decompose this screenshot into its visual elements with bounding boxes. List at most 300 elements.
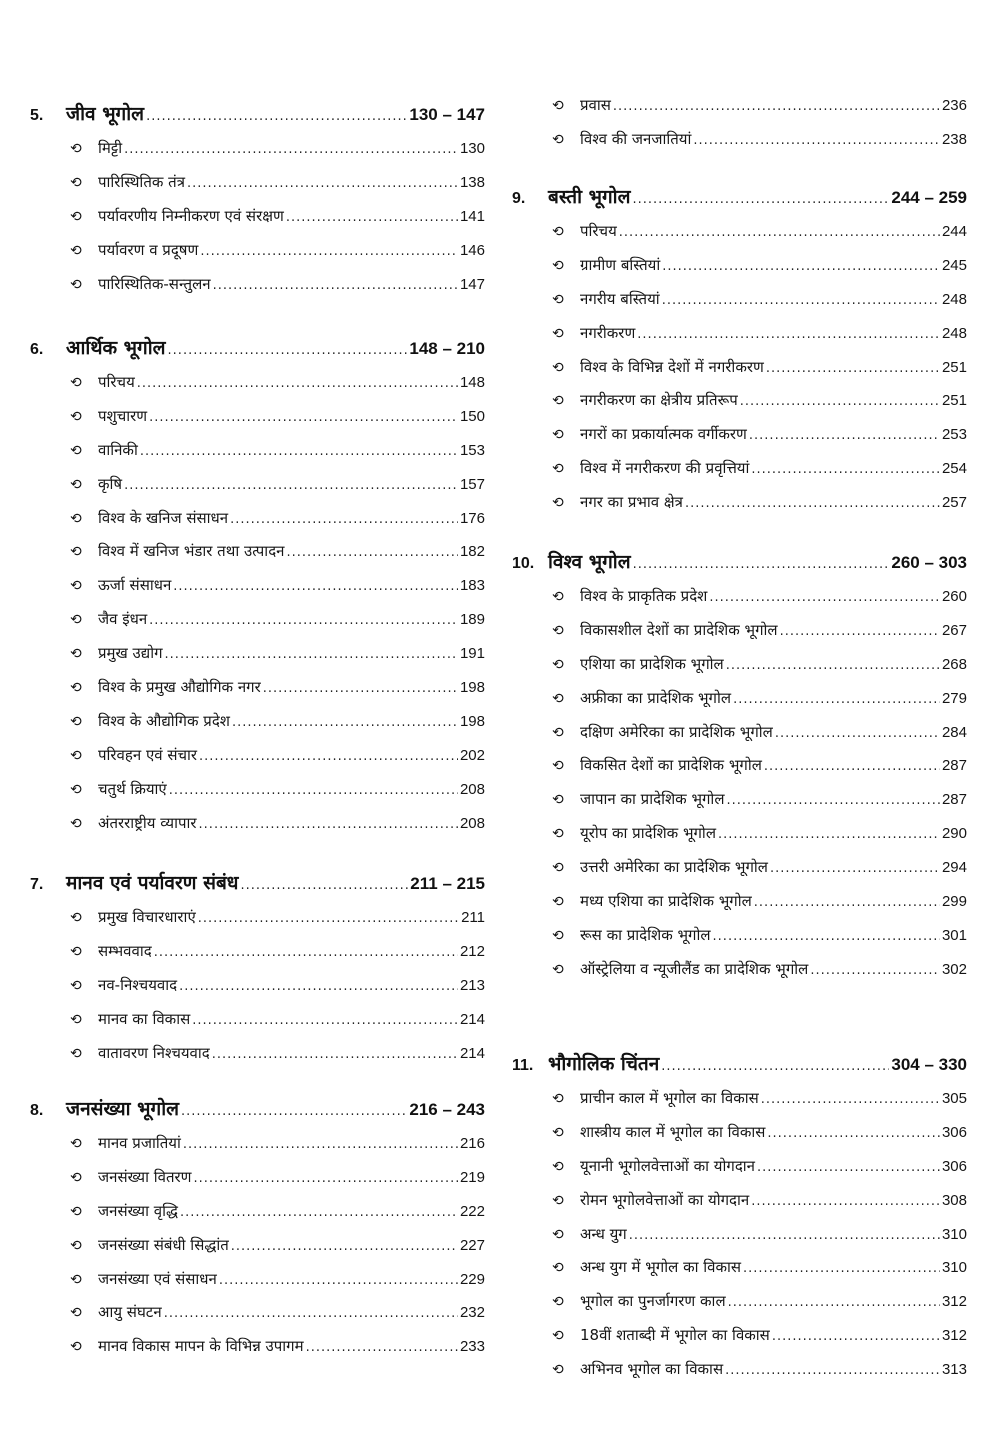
circular-arrow-bullet-icon: ⟲ — [70, 174, 82, 191]
toc-entry[interactable] — [30, 609, 485, 643]
circular-arrow-bullet-icon: ⟲ — [552, 792, 564, 809]
entry-page-number: 306 — [941, 1157, 967, 1175]
circular-arrow-bullet-icon: ⟲ — [552, 257, 564, 274]
entry-page-number: 267 — [941, 621, 967, 639]
entry-title: जापान का प्रादेशिक भूगोल — [580, 790, 725, 809]
toc-entry[interactable] — [30, 745, 485, 779]
dot-leader — [124, 142, 458, 157]
entry-page-number: 183 — [459, 577, 485, 595]
entry-page-number: 305 — [941, 1090, 967, 1107]
entry-page-number: 254 — [941, 460, 967, 478]
entry-title: नगर का प्रभाव क्षेत्र — [580, 493, 683, 512]
toc-entry[interactable] — [30, 1167, 485, 1201]
chapter-heading[interactable] — [30, 334, 485, 372]
toc-entry[interactable] — [30, 1009, 485, 1043]
chapter-page-range: 304 – 330 — [891, 1055, 967, 1074]
dot-leader — [263, 681, 458, 696]
circular-arrow-bullet-icon: ⟲ — [552, 758, 564, 775]
entry-page-number: 248 — [941, 324, 967, 342]
circular-arrow-bullet-icon: ⟲ — [552, 826, 564, 843]
toc-entry[interactable] — [30, 138, 485, 172]
entry-page-number: 147 — [459, 275, 485, 293]
entry-title: जनसंख्या एवं संसाधन — [98, 1269, 217, 1288]
toc-entry[interactable] — [512, 390, 967, 424]
entry-title: अंतरराष्ट्रीय व्यापार — [98, 813, 197, 832]
dot-leader — [726, 658, 940, 673]
entry-page-number: 153 — [459, 441, 485, 459]
dot-leader — [662, 259, 940, 274]
dot-leader — [232, 715, 458, 730]
dot-leader — [629, 1228, 940, 1243]
dot-leader — [637, 327, 940, 342]
entry-page-number: 302 — [941, 960, 967, 978]
circular-arrow-bullet-icon: ⟲ — [70, 1271, 82, 1288]
toc-entry[interactable] — [30, 206, 485, 240]
entry-title: पर्यावरण व प्रदूषण — [98, 240, 199, 259]
toc-entry[interactable] — [512, 1156, 967, 1190]
toc-entry[interactable] — [512, 357, 967, 391]
entry-page-number: 279 — [941, 689, 967, 707]
chapter-title: बस्ती भूगोल — [548, 186, 631, 208]
chapter-title: विश्व भूगोल — [548, 551, 631, 573]
circular-arrow-bullet-icon: ⟲ — [70, 747, 82, 764]
chapter-number: 7. — [30, 876, 44, 893]
entry-page-number: 211 — [461, 909, 485, 926]
entry-title: जनसंख्या संबंधी सिद्धांत — [98, 1235, 229, 1254]
toc-entry[interactable] — [30, 813, 485, 847]
dot-leader — [619, 225, 940, 240]
dot-leader — [149, 410, 458, 425]
dot-leader — [193, 1171, 457, 1186]
entry-page-number: 198 — [459, 679, 485, 697]
circular-arrow-bullet-icon: ⟲ — [70, 1203, 82, 1220]
dot-leader — [751, 462, 940, 477]
dot-leader — [662, 293, 940, 308]
circular-arrow-bullet-icon: ⟲ — [552, 291, 564, 308]
toc-entry[interactable] — [30, 907, 485, 941]
entry-page-number: 251 — [941, 358, 967, 376]
dot-leader — [199, 749, 458, 764]
dot-leader — [183, 1137, 458, 1152]
chapter-heading[interactable] — [30, 869, 485, 907]
dot-leader — [164, 1306, 458, 1321]
entry-page-number: 176 — [459, 509, 485, 527]
circular-arrow-bullet-icon: ⟲ — [70, 680, 82, 697]
toc-entry[interactable] — [30, 372, 485, 406]
toc-entry[interactable] — [512, 1257, 967, 1291]
toc-entry[interactable] — [512, 1190, 967, 1224]
dot-leader — [810, 963, 940, 978]
dot-leader — [212, 1047, 458, 1062]
entry-page-number: 157 — [459, 475, 485, 493]
circular-arrow-bullet-icon: ⟲ — [552, 690, 564, 707]
entry-title: पारिस्थितिक-सन्तुलन — [98, 274, 211, 293]
entry-page-number: 268 — [941, 655, 967, 673]
entry-page-number: 287 — [941, 757, 967, 775]
toc-entry[interactable] — [30, 541, 485, 575]
toc-entry[interactable] — [512, 857, 967, 891]
dot-leader — [137, 376, 458, 391]
entry-title: दक्षिण अमेरिका का प्रादेशिक भूगोल — [580, 722, 773, 741]
dot-leader — [179, 979, 458, 994]
circular-arrow-bullet-icon: ⟲ — [70, 276, 82, 293]
entry-title: प्राचीन काल में भूगोल का विकास — [580, 1089, 759, 1107]
circular-arrow-bullet-icon: ⟲ — [70, 242, 82, 259]
entry-title: प्रमुख विचारधाराएं — [98, 908, 196, 926]
entry-page-number: 208 — [459, 780, 485, 798]
dot-leader — [633, 557, 890, 572]
entry-page-number: 150 — [459, 407, 485, 425]
toc-entry[interactable] — [30, 406, 485, 440]
entry-page-number: 189 — [459, 611, 485, 629]
entry-page-number: 198 — [459, 712, 485, 730]
chapter-block — [512, 95, 967, 163]
toc-entry[interactable] — [512, 789, 967, 823]
chapter-block — [512, 183, 967, 526]
dot-leader — [709, 590, 940, 605]
circular-arrow-bullet-icon: ⟲ — [70, 141, 82, 157]
entry-title: मानव का विकास — [98, 1009, 191, 1028]
entry-page-number: 233 — [459, 1338, 485, 1356]
dot-leader — [751, 1194, 940, 1209]
circular-arrow-bullet-icon: ⟲ — [552, 724, 564, 741]
circular-arrow-bullet-icon: ⟲ — [552, 894, 564, 911]
toc-entry[interactable] — [512, 1359, 967, 1393]
circular-arrow-bullet-icon: ⟲ — [70, 544, 82, 561]
circular-arrow-bullet-icon: ⟲ — [70, 1305, 82, 1322]
entry-title: ऑस्ट्रेलिया व न्यूजीलैंड का प्रादेशिक भूगोल — [580, 959, 809, 978]
dot-leader — [200, 244, 458, 259]
chapter-page-range: 211 – 215 — [410, 874, 485, 893]
entry-page-number: 257 — [941, 494, 967, 512]
circular-arrow-bullet-icon: ⟲ — [70, 815, 82, 832]
entry-page-number: 222 — [459, 1202, 485, 1220]
toc-entry[interactable] — [30, 1201, 485, 1235]
circular-arrow-bullet-icon: ⟲ — [552, 1091, 564, 1107]
toc-entry[interactable] — [30, 1269, 485, 1303]
dot-leader — [718, 827, 940, 842]
chapter-page-range: 216 – 243 — [409, 1100, 485, 1119]
toc-entry[interactable] — [30, 1235, 485, 1269]
dot-leader — [767, 1126, 940, 1141]
toc-entry[interactable] — [30, 240, 485, 274]
circular-arrow-bullet-icon: ⟲ — [70, 977, 82, 994]
entry-title: विश्व के प्राकृतिक प्रदेश — [580, 587, 708, 605]
toc-entry[interactable] — [512, 289, 967, 323]
circular-arrow-bullet-icon: ⟲ — [70, 442, 82, 459]
toc-entry[interactable] — [512, 1122, 967, 1156]
circular-arrow-bullet-icon: ⟲ — [70, 375, 82, 391]
toc-entry[interactable] — [512, 424, 967, 458]
entry-title: यूनानी भूगोलवेत्ताओं का योगदान — [580, 1156, 756, 1175]
toc-entry[interactable] — [512, 688, 967, 722]
toc-entry[interactable] — [512, 1224, 967, 1258]
circular-arrow-bullet-icon: ⟲ — [552, 656, 564, 673]
toc-entry[interactable] — [512, 586, 967, 620]
toc-entry[interactable] — [512, 654, 967, 688]
entry-title: 18वीं शताब्दी में भूगोल का विकास — [580, 1326, 770, 1345]
dot-leader — [613, 99, 940, 114]
dot-leader — [154, 945, 458, 960]
circular-arrow-bullet-icon: ⟲ — [70, 943, 82, 960]
entry-title: सम्भववाद — [98, 941, 152, 960]
toc-entry[interactable] — [30, 575, 485, 609]
chapter-title: आर्थिक भूगोल — [66, 337, 166, 359]
toc-entry[interactable] — [30, 508, 485, 542]
entry-title: आयु संघटन — [98, 1303, 162, 1322]
toc-entry[interactable] — [512, 1325, 967, 1359]
toc-entry[interactable] — [30, 1336, 485, 1370]
chapter-number: 5. — [30, 107, 44, 124]
entry-title: अफ्रीका का प्रादेशिक भूगोल — [580, 688, 732, 707]
entry-title: उत्तरी अमेरिका का प्रादेशिक भूगोल — [580, 858, 768, 877]
circular-arrow-bullet-icon: ⟲ — [70, 1045, 82, 1062]
circular-arrow-bullet-icon: ⟲ — [552, 1328, 564, 1345]
circular-arrow-bullet-icon: ⟲ — [552, 927, 564, 944]
circular-arrow-bullet-icon: ⟲ — [552, 461, 564, 478]
toc-entry[interactable] — [30, 677, 485, 711]
entry-title: ग्रामीण बस्तियां — [580, 255, 661, 274]
entry-page-number: 260 — [941, 588, 967, 605]
chapter-block — [512, 548, 967, 993]
dot-leader — [661, 1059, 889, 1074]
circular-arrow-bullet-icon: ⟲ — [70, 646, 82, 663]
circular-arrow-bullet-icon: ⟲ — [552, 1362, 564, 1379]
chapter-block — [30, 334, 485, 846]
entry-page-number: 146 — [459, 241, 485, 259]
entry-title: नगरों का प्रकार्यात्मक वर्गीकरण — [580, 425, 747, 444]
chapter-number: 11. — [512, 1057, 534, 1074]
entry-title: पशुचारण — [98, 406, 148, 425]
entry-title: विश्व के औद्योगिक प्रदेश — [98, 711, 230, 730]
toc-entry[interactable] — [30, 172, 485, 206]
chapter-number: 10. — [512, 555, 535, 572]
toc-entry[interactable] — [512, 458, 967, 492]
entry-title: विश्व में नगरीकरण की प्रवृत्तियां — [580, 459, 750, 478]
dot-leader — [764, 759, 940, 774]
chapter-title: मानव एवं पर्यावरण संबंध — [66, 872, 239, 894]
entry-title: चतुर्थ क्रियाएं — [98, 779, 167, 798]
toc-entry[interactable] — [512, 492, 967, 526]
entry-page-number: 301 — [941, 926, 967, 944]
chapter-heading[interactable] — [30, 1095, 485, 1133]
entry-page-number: 308 — [941, 1191, 967, 1209]
circular-arrow-bullet-icon: ⟲ — [70, 1011, 82, 1028]
entry-page-number: 310 — [941, 1259, 967, 1277]
entry-title: प्रमुख उद्योग — [98, 644, 163, 663]
entry-page-number: 248 — [941, 290, 967, 308]
entry-title: पर्यावरणीय निम्नीकरण एवं संरक्षण — [98, 206, 284, 225]
entry-page-number: 251 — [941, 392, 967, 410]
chapter-heading[interactable] — [512, 1050, 967, 1088]
entry-page-number: 310 — [941, 1225, 967, 1243]
toc-entry[interactable] — [30, 1302, 485, 1336]
dot-leader — [149, 613, 458, 628]
circular-arrow-bullet-icon: ⟲ — [70, 612, 82, 629]
entry-page-number: 191 — [459, 645, 485, 663]
entry-page-number: 312 — [941, 1293, 967, 1311]
toc-entry[interactable] — [512, 95, 967, 129]
entry-title: नगरीय बस्तियां — [580, 289, 660, 308]
circular-arrow-bullet-icon: ⟲ — [552, 393, 564, 410]
circular-arrow-bullet-icon: ⟲ — [552, 224, 564, 240]
entry-title: कृषि — [98, 474, 123, 493]
chapter-number: 9. — [512, 190, 526, 207]
entry-title: ऊर्जा संसाधन — [98, 576, 172, 595]
entry-title: पारिस्थितिक तंत्र — [98, 172, 185, 191]
entry-page-number: 287 — [941, 791, 967, 809]
circular-arrow-bullet-icon: ⟲ — [552, 325, 564, 342]
dot-leader — [632, 192, 889, 207]
dot-leader — [219, 1273, 458, 1288]
dot-leader — [754, 895, 940, 910]
entry-title: विकासशील देशों का प्रादेशिक भूगोल — [580, 620, 778, 639]
dot-leader — [192, 1013, 458, 1028]
entry-title: शास्त्रीय काल में भूगोल का विकास — [580, 1122, 766, 1141]
entry-page-number: 182 — [459, 543, 485, 561]
chapter-title: जीव भूगोल — [66, 103, 145, 125]
entry-page-number: 290 — [941, 825, 967, 843]
dot-leader — [213, 278, 458, 293]
chapter-heading[interactable] — [512, 548, 967, 586]
entry-title: अभिनव भूगोल का विकास — [580, 1360, 724, 1379]
circular-arrow-bullet-icon: ⟲ — [70, 781, 82, 798]
dot-leader — [169, 783, 458, 798]
chapter-block — [30, 1095, 485, 1370]
entry-title: मानव विकास मापन के विभिन्न उपागम — [98, 1337, 304, 1356]
toc-entry[interactable] — [30, 1133, 485, 1167]
dot-leader — [124, 478, 458, 493]
entry-title: विश्व में खनिज भंडार तथा उत्पादन — [98, 542, 285, 561]
entry-page-number: 138 — [459, 173, 485, 191]
toc-entry[interactable] — [30, 440, 485, 474]
dot-leader — [685, 496, 940, 511]
entry-page-number: 236 — [941, 97, 967, 114]
entry-page-number: 213 — [459, 976, 485, 994]
entry-title: रूस का प्रादेशिक भूगोल — [580, 925, 711, 944]
toc-entry[interactable] — [512, 129, 967, 163]
dot-leader — [775, 726, 940, 741]
entry-title: नगरीकरण — [580, 323, 636, 342]
toc-entry[interactable] — [512, 755, 967, 789]
entry-page-number: 232 — [459, 1304, 485, 1322]
circular-arrow-bullet-icon: ⟲ — [552, 1294, 564, 1311]
toc-entry[interactable] — [512, 620, 967, 654]
dot-leader — [757, 1160, 940, 1175]
entry-page-number: 219 — [459, 1168, 485, 1186]
chapter-number: 8. — [30, 1102, 44, 1119]
toc-entry[interactable] — [30, 779, 485, 813]
toc-entry[interactable] — [512, 323, 967, 357]
dot-leader — [165, 647, 458, 662]
dot-leader — [306, 1340, 458, 1355]
entry-title: मानव प्रजातियां — [98, 1134, 181, 1152]
entry-title: विश्व के विभिन्न देशों में नगरीकरण — [580, 357, 764, 376]
toc-entry[interactable] — [30, 274, 485, 308]
chapter-page-range: 244 – 259 — [891, 188, 967, 207]
entry-page-number: 313 — [941, 1361, 967, 1379]
chapter-block — [512, 1050, 967, 1393]
toc-entry[interactable] — [512, 1291, 967, 1325]
entry-page-number: 244 — [941, 223, 967, 240]
toc-entry[interactable] — [30, 474, 485, 508]
dot-leader — [199, 817, 458, 832]
entry-page-number: 227 — [459, 1236, 485, 1254]
entry-title: विश्व की जनजातियां — [580, 129, 692, 148]
entry-title: जनसंख्या वृद्धि — [98, 1201, 178, 1220]
toc-entry[interactable] — [30, 975, 485, 1009]
circular-arrow-bullet-icon: ⟲ — [70, 1237, 82, 1254]
toc-entry[interactable] — [512, 255, 967, 289]
toc-entry[interactable] — [512, 722, 967, 756]
circular-arrow-bullet-icon: ⟲ — [552, 1158, 564, 1175]
circular-arrow-bullet-icon: ⟲ — [552, 589, 564, 605]
entry-page-number: 130 — [459, 140, 485, 157]
toc-entry[interactable] — [30, 711, 485, 745]
dot-leader — [713, 929, 940, 944]
circular-arrow-bullet-icon: ⟲ — [70, 208, 82, 225]
circular-arrow-bullet-icon: ⟲ — [552, 1226, 564, 1243]
toc-entry[interactable] — [512, 925, 967, 959]
toc-entry[interactable] — [512, 959, 967, 993]
chapter-number: 6. — [30, 341, 44, 358]
entry-title: मध्य एशिया का प्रादेशिक भूगोल — [580, 892, 752, 911]
entry-title: विकसित देशों का प्रादेशिक भूगोल — [580, 756, 762, 775]
entry-title: यूरोप का प्रादेशिक भूगोल — [580, 824, 716, 843]
toc-entry[interactable] — [30, 1043, 485, 1077]
chapter-block — [30, 100, 485, 307]
chapter-block — [30, 869, 485, 1076]
chapter-heading[interactable] — [30, 100, 485, 138]
circular-arrow-bullet-icon: ⟲ — [552, 1192, 564, 1209]
circular-arrow-bullet-icon: ⟲ — [552, 131, 564, 148]
entry-title: जैव इंधन — [98, 610, 148, 629]
dot-leader — [231, 1239, 458, 1254]
circular-arrow-bullet-icon: ⟲ — [70, 476, 82, 493]
entry-page-number: 148 — [459, 374, 485, 391]
toc-entry[interactable] — [512, 221, 967, 255]
entry-page-number: 202 — [459, 746, 485, 764]
toc-entry[interactable] — [30, 941, 485, 975]
toc-entry[interactable] — [30, 643, 485, 677]
toc-entry[interactable] — [512, 823, 967, 857]
entry-page-number: 245 — [941, 256, 967, 274]
dot-leader — [693, 133, 940, 148]
entry-page-number: 299 — [941, 893, 967, 911]
entry-page-number: 208 — [459, 814, 485, 832]
chapter-page-range: 260 – 303 — [891, 553, 967, 572]
dot-leader — [770, 861, 940, 876]
entry-page-number: 214 — [459, 1010, 485, 1028]
chapter-heading[interactable] — [512, 183, 967, 221]
circular-arrow-bullet-icon: ⟲ — [70, 713, 82, 730]
entry-title: अन्ध युग में भूगोल का विकास — [580, 1258, 742, 1277]
entry-title: मिट्टी — [98, 139, 123, 157]
dot-leader — [761, 1092, 940, 1107]
toc-entry[interactable] — [512, 1088, 967, 1122]
dot-leader — [146, 109, 407, 124]
circular-arrow-bullet-icon: ⟲ — [552, 860, 564, 877]
chapter-page-range: 130 – 147 — [409, 105, 485, 124]
circular-arrow-bullet-icon: ⟲ — [70, 1136, 82, 1152]
circular-arrow-bullet-icon: ⟲ — [552, 1124, 564, 1141]
dot-leader — [286, 210, 458, 225]
circular-arrow-bullet-icon: ⟲ — [70, 408, 82, 425]
toc-entry[interactable] — [512, 891, 967, 925]
circular-arrow-bullet-icon: ⟲ — [70, 1339, 82, 1356]
circular-arrow-bullet-icon: ⟲ — [552, 427, 564, 444]
dot-leader — [230, 512, 458, 527]
